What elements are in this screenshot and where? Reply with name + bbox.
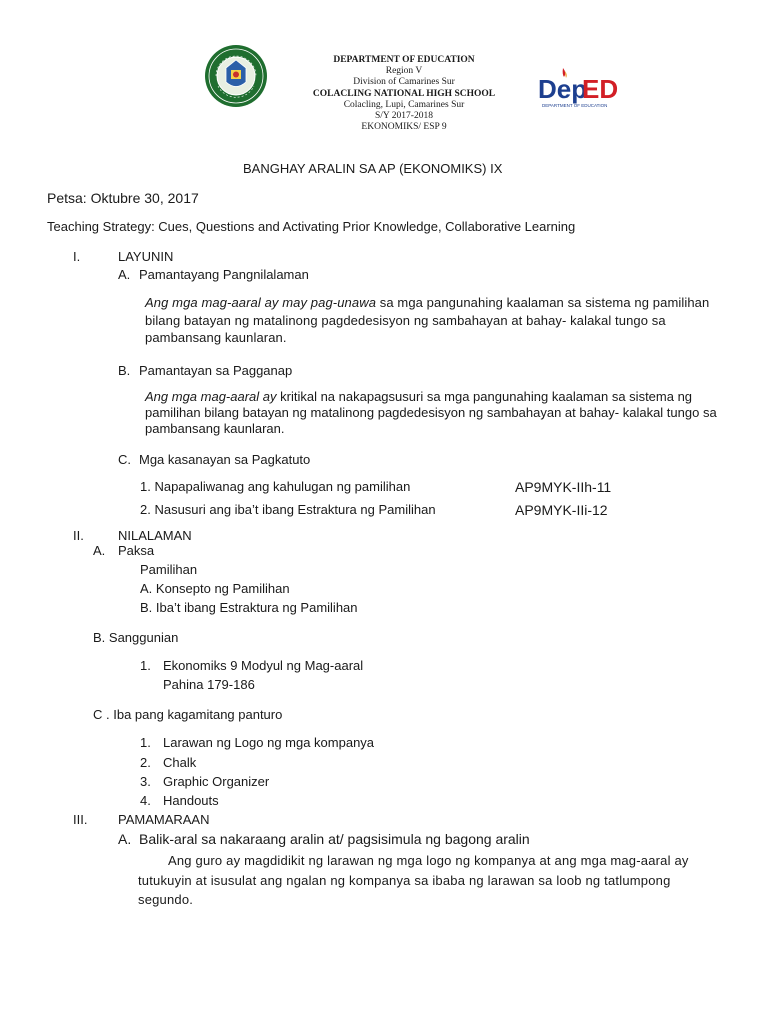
school-name: COLACLING NATIONAL HIGH SCHOOL [312,88,496,99]
paragraph-lead-italic: Ang mga mag-aaral ay [145,389,277,404]
subsection-letter: A. [118,831,132,847]
school-header [300,55,508,133]
subsection-title: Mga kasanayan sa Pagkatuto [139,452,311,467]
teaching-strategy: Teaching Strategy: Cues, Questions and Activating Prior Knowledge, Collaborative Learning [47,219,576,234]
reference-num: 1. [140,658,151,673]
topic-line: B. Iba’t ibang Estraktura ng Pamilihan [140,600,358,615]
svg-text:Dep: Dep [538,74,588,104]
school-year: S/Y 2017-2018 [375,111,433,122]
division: Division of Camarines Sur [353,77,455,88]
paragraph-balik-aral: Ang guro ay magdidikit ng larawan ng mga logo ng kompanya at ang mga mag-aaral ay tutukuyin at isusulat ang ngalan ng kompanya sa ibaba ng larawan sa loob ng tatlumpong segundo. [138,853,689,907]
region: Region V [385,66,423,77]
section-num: II. [73,528,84,543]
paragraph-text: kritikal na nakapagsusuri sa mga pangunahing kaalaman sa sistema ng pamilihan bilang batayan ng matalinong pagdedesisyon ng sambahayan at bahay- kalakal tungo sa pambansang kaunlaran. [145,389,717,437]
competency-item: 1. Napapaliwanag ang kahulugan ng pamilihan [140,479,411,494]
subsection-title-kagamitan: C . Iba pang kagamitang panturo [93,707,283,722]
subsection-title-sanggunian: B. Sanggunian [93,630,179,645]
section-num: III. [73,812,88,827]
subject: EKONOMIKS/ ESP 9 [361,122,447,133]
subsection-letter: A. [118,267,131,282]
material-num: 4. [140,793,151,808]
paragraph-lead-italic: Ang mga mag-aaral ay may pag-unawa [145,295,377,310]
subsection-title: Pamantayan sa Pagganap [139,363,293,378]
section-num: I. [73,249,81,264]
svg-text:ED: ED [582,74,619,104]
topic-line: A. Konsepto ng Pamilihan [140,581,290,596]
subsection-letter: A. [93,543,106,558]
date-line: Petsa: Oktubre 30, 2017 [47,190,199,206]
competency-code: AP9MYK-IIh-11 [515,479,612,495]
material-num: 3. [140,774,151,789]
page-title: BANGHAY ARALIN SA AP (EKONOMIKS) IX [243,161,503,176]
svg-text:DEPARTMENT OF EDUCATION: DEPARTMENT OF EDUCATION [542,103,608,108]
competency-code: AP9MYK-IIi-12 [515,502,608,518]
reference-pages: Pahina 179-186 [163,677,255,692]
paragraph-text: sa mga pangunahing kaalaman sa sistema ng pamilihan bilang batayan ng matalinong pagdedesisyon ng sambahayan at bahay- kalakal tungo sa pambansang kaunlaran. [145,295,710,345]
section-title-nilalaman: NILALAMAN [118,528,192,543]
competency-item: 2. Nasusuri ang iba’t ibang Estraktura ng Pamilihan [140,502,436,517]
school-seal-logo [204,44,268,108]
paragraph-pamantayan-sa-pagganap [145,389,730,438]
material-item: Handouts [163,793,219,808]
subsection-title: Paksa [118,543,155,558]
material-item: Chalk [163,755,197,770]
material-item: Larawan ng Logo ng mga kompanya [163,735,375,750]
paragraph-pamantayang-pangnilalaman [145,294,725,347]
subsection-letter: C. [118,452,131,467]
reference-text: Ekonomiks 9 Modyul ng Mag-aaral [163,658,364,673]
subsection-letter: B. [118,363,131,378]
subsection-title: Pamantayang Pangnilalaman [139,267,309,282]
subsection-title: Balik-aral sa nakaraang aralin at/ pagsisimula ng bagong aralin [139,831,530,847]
section-title-pamamaraan: PAMAMARAAN [118,812,210,827]
material-num: 1. [140,735,151,750]
material-num: 2. [140,755,151,770]
department-name: DEPARTMENT OF EDUCATION [333,55,475,65]
deped-logo [536,66,619,112]
topic-line: Pamilihan [140,562,198,577]
section-title-layunin: LAYUNIN [118,249,174,264]
school-address: Colacling, Lupi, Camarines Sur [343,99,465,110]
material-item: Graphic Organizer [163,774,270,789]
